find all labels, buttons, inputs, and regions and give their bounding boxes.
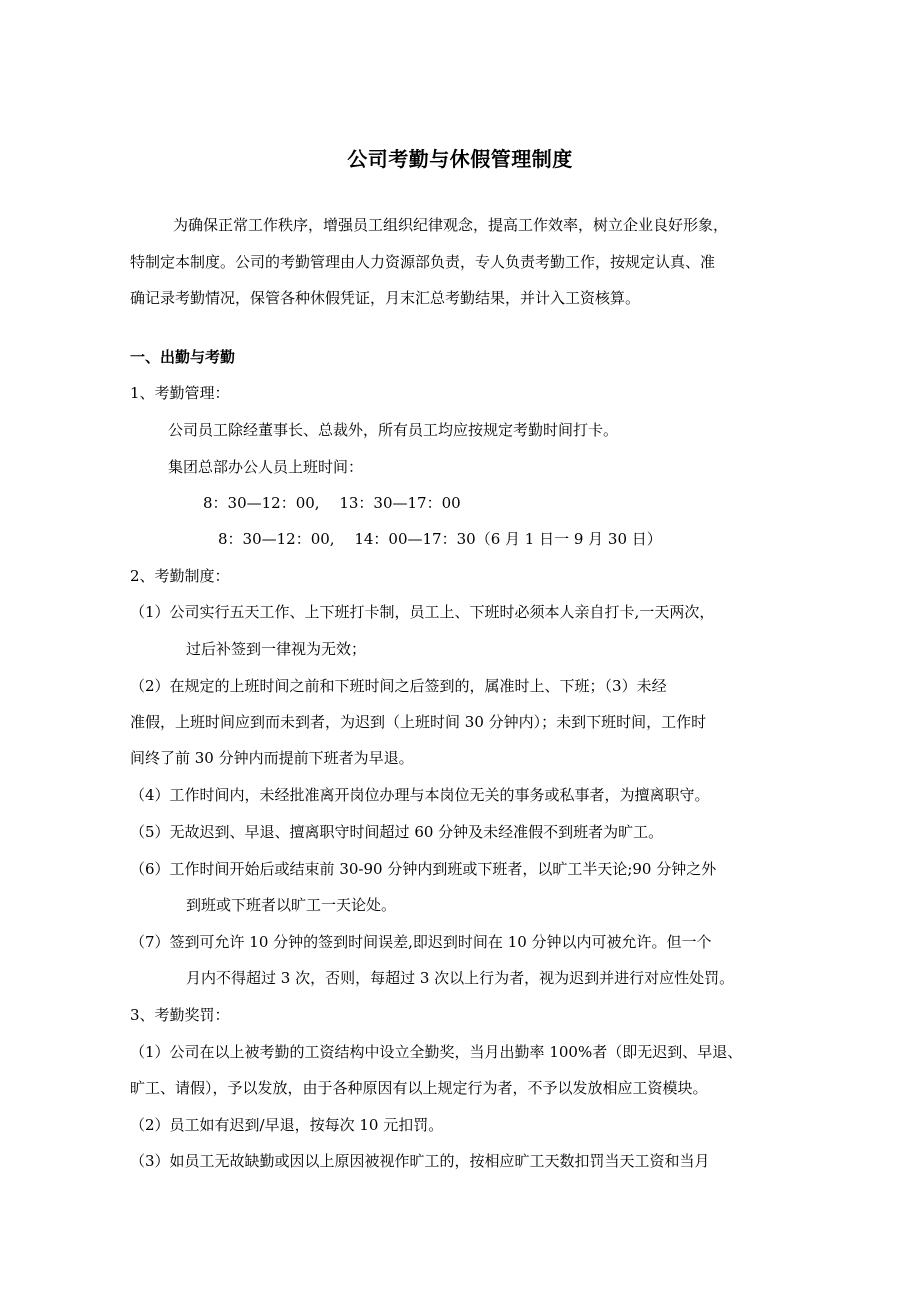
subsection-label: 2、考勤制度： xyxy=(130,567,230,585)
rule-line: 月内不得超过 3 次，否则，每超过 3 次以上行为者，视为迟到并进行对应性处罚。 xyxy=(186,969,735,987)
subsection-label: 3、考勤奖罚： xyxy=(130,1006,230,1024)
document-title: 公司考勤与休假管理制度 xyxy=(347,147,573,171)
rule-line: （2）在规定的上班时间之前和下班时间之后签到的，属准时上、下班；（3）未经 xyxy=(130,677,667,695)
section-heading: 一、出勤与考勤 xyxy=(130,348,236,366)
rule-line: 间终了前 30 分钟内而提前下班者为早退。 xyxy=(130,749,414,767)
attendance-text: 集团总部办公人员上班时间： xyxy=(168,458,364,476)
rule-line: （5）无故迟到、早退、擅离职守时间超过 60 分钟及未经准假不到班者为旷工。 xyxy=(130,823,664,841)
rule-line: 准假，上班时间应到而未到者，为迟到（上班时间 30 分钟内）；未到下班时间，工作时 xyxy=(130,713,707,731)
rule-line: 到班或下班者以旷工一天论处。 xyxy=(186,896,397,914)
work-hours: 8：30—12：00, 13：30—17：00 xyxy=(203,494,461,512)
intro-line-3: 确记录考勤情况，保管各种休假凭证，月末汇总考勤结果，并计入工资核算。 xyxy=(130,289,641,307)
intro-line-2: 特制定本制度。公司的考勤管理由人力资源部负责，专人负责考勤工作，按规定认真、准 xyxy=(130,253,716,271)
intro-line-1: 为确保正常工作秩序，增强员工组织纪律观念，提高工作效率，树立企业良好形象， xyxy=(173,216,729,234)
rule-line: （4）工作时间内，未经批准离开岗位办理与本岗位无关的事务或私事者，为擅离职守。 xyxy=(130,786,710,804)
rule-line: 过后补签到一律视为无效； xyxy=(186,640,367,658)
reward-rule-line: （2）员工如有迟到/早退，按每次 10 元扣罚。 xyxy=(130,1116,444,1134)
rule-line: （1）公司实行五天工作、上下班打卡制，员工上、下班时必须本人亲自打卡,一天两次， xyxy=(130,603,715,621)
rule-line: （7）签到可允许 10 分钟的签到时间误差,即迟到时间在 10 分钟以内可被允许。但一个 xyxy=(130,933,712,951)
reward-rule-line: （1）公司在以上被考勤的工资结构中设立全勤奖，当月出勤率 100%者（即无迟到、早退、 xyxy=(130,1043,743,1061)
work-hours-summer: 8：30—12：00, 14：00—17：30（6 月 1 日一 9 月 30 日） xyxy=(218,530,662,548)
rule-line: （6）工作时间开始后或结束前 30-90 分钟内到班或下班者，以旷工半天论;90 分钟之外 xyxy=(130,860,717,878)
attendance-text: 公司员工除经董事长、总裁外，所有员工均应按规定考勤时间打卡。 xyxy=(168,421,619,439)
reward-rule-line: （3）如员工无故缺勤或因以上原因被视作旷工的，按相应旷工天数扣罚当天工资和当月 xyxy=(130,1152,710,1170)
subsection-label: 1、考勤管理： xyxy=(130,384,230,402)
reward-rule-line: 旷工、请假），予以发放，由于各种原因有以上规定行为者，不予以发放相应工资模块。 xyxy=(130,1079,708,1097)
